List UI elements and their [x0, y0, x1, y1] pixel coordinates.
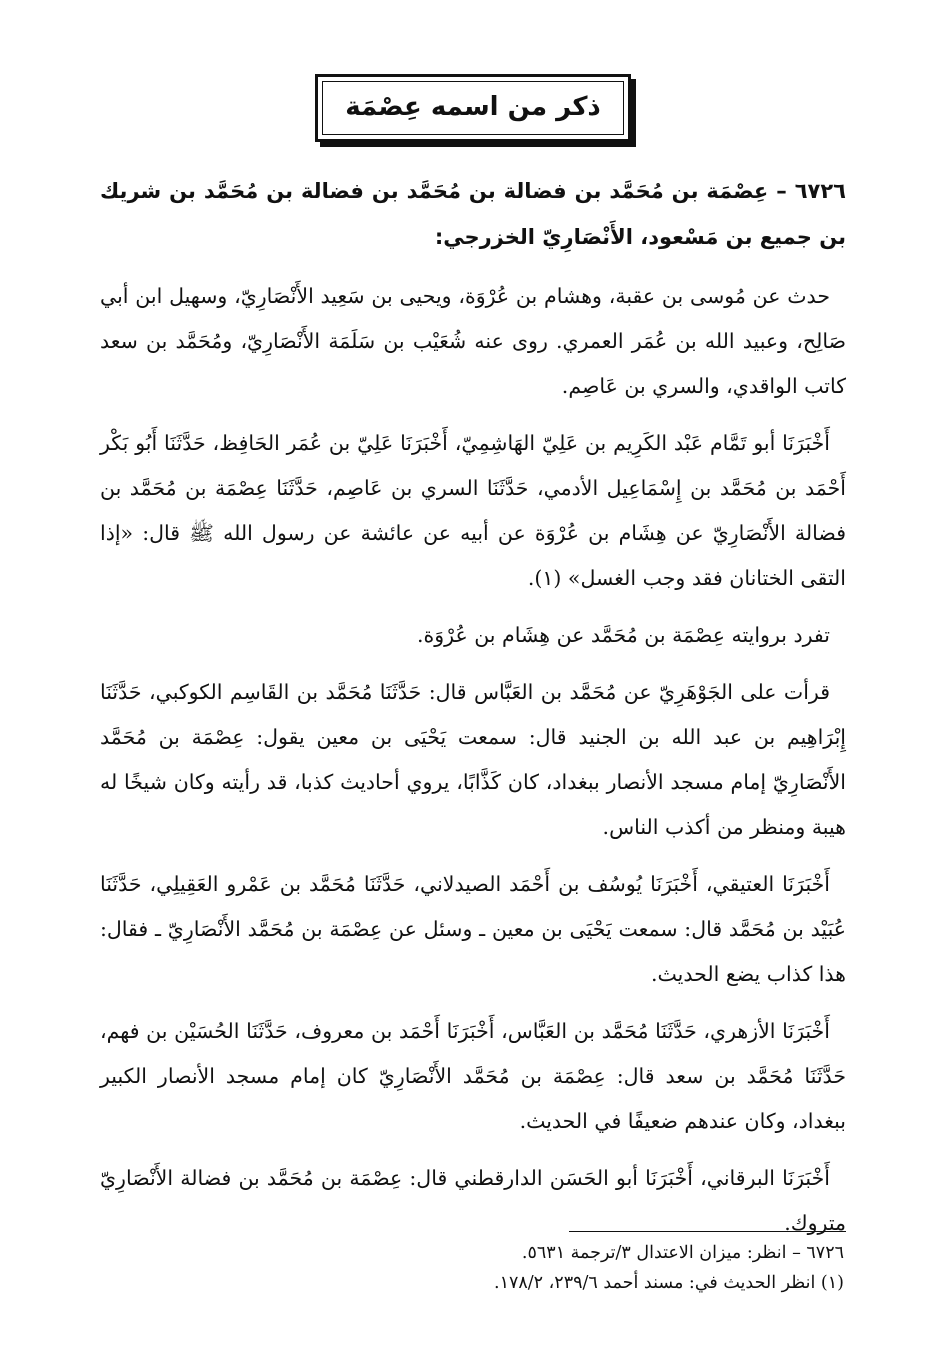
section-heading-box — [315, 74, 631, 142]
footnote-hadith-ref: (١) انظر الحديث في: مسند أحمد ٢٣٩/٦، ١٧٨/٢. — [494, 1273, 844, 1293]
main-text — [100, 168, 846, 1258]
footnotes — [100, 1231, 846, 1298]
footnote-divider — [569, 1231, 846, 1232]
paragraph-ibn-maeen-1: قرأت على الجَوْهَرِيّ عن مُحَمَّد بن العَبَّاس قال: حَدَّثَنَا مُحَمَّد بن القَاسِم الكوكبي، حَدَّثَنَا إِبْرَاهِيم بن عبد الله بن الجنيد قال: سمعت يَحْيَى بن معين يقول: عِصْمَة بن مُحَمَّد الأَنْصَارِيّ إمام مسجد الأنصار ببغداد، كان كَذَّابًا، يروي أحاديث كذبا، قد رأيته وكان شيخًا له هيبة ومنظر من أكذب الناس. — [100, 680, 846, 839]
footnote-entry-ref: ٦٧٢٦ – انظر: ميزان الاعتدال ٣/ترجمة ٥٦٣١. — [521, 1243, 844, 1263]
paragraph-hadith-chain: أَخْبَرَنَا أبو تَمَّام عَبْد الكَرِيم بن عَلِيّ الهَاشِمِيّ، أَخْبَرَنَا عَلِيّ بن عُمَر الحَافِظ، حَدَّثَنَا أَبُو بَكْر أَحْمَد بن مُحَمَّد بن إِسْمَاعِيل الأدمي، حَدَّثَنَا السري بن عَاصِم، حَدَّثَنَا عِصْمَة بن مُحَمَّد بن فضالة الأَنْصَارِيّ عن هِشَام بن عُرْوَة عن أبيه عن عائشة عن رسول الله ﷺ قال: «إذا التقى الختانان فقد وجب الغسل» (١). — [100, 431, 846, 590]
paragraph-ibn-maeen-2: أَخْبَرَنَا العتيقي، أَخْبَرَنَا يُوسُف بن أَحْمَد الصيدلاني، حَدَّثَنَا مُحَمَّد بن عَمْرو العَقِيلِي، حَدَّثَنَا عُبَيْد بن مُحَمَّد قال: سمعت يَحْيَى بن معين ـ وسئل عن عِصْمَة بن مُحَمَّد الأَنْصَارِيّ ـ فقال: هذا كذاب يضع الحديث. — [100, 872, 846, 986]
section-heading: ذكر من اسمه عِصْمَة — [322, 81, 624, 135]
paragraph-tafarrud: تفرد بروايته عِصْمَة بن مُحَمَّد عن هِشَام بن عُرْوَة. — [416, 623, 830, 647]
paragraph-daraqutni: أَخْبَرَنَا البرقاني، أَخْبَرَنَا أبو الحَسَن الدارقطني قال: عِصْمَة بن مُحَمَّد بن فضالة الأَنْصَارِيّ متروك. — [100, 1166, 846, 1235]
section-heading-frame — [100, 74, 846, 142]
book-page — [100, 0, 846, 1368]
entry-title: ٦٧٢٦ – عِصْمَة بن مُحَمَّد بن فضالة بن مُحَمَّد بن فضالة بن مُحَمَّد بن شريك بن جميع بن مَسْعود، الأَنْصَارِيّ الخزرجي: — [100, 179, 846, 249]
paragraph-narrators: حدث عن مُوسى بن عقبة، وهشام بن عُرْوَة، ويحيى بن سَعِيد الأَنْصَارِيّ، وسهيل ابن أبي صَالِح، وعبيد الله بن عُمَر العمري. روى عنه شُعَيْب بن سَلَمَة الأَنْصَارِيّ، ومُحَمَّد بن سعد كاتب الواقدي، والسري بن عَاصِم. — [100, 284, 846, 398]
paragraph-ibn-saad: أَخْبَرَنَا الأزهري، حَدَّثَنَا مُحَمَّد بن العَبَّاس، أَخْبَرَنَا أَحْمَد بن معروف، حَدَّثَنَا الحُسَيْن بن فهم، حَدَّثَنَا مُحَمَّد بن سعد قال: عِصْمَة بن مُحَمَّد الأَنْصَارِيّ كان إمام مسجد الأنصار الكبير ببغداد، وكان عندهم ضعيفًا في الحديث. — [100, 1019, 846, 1133]
